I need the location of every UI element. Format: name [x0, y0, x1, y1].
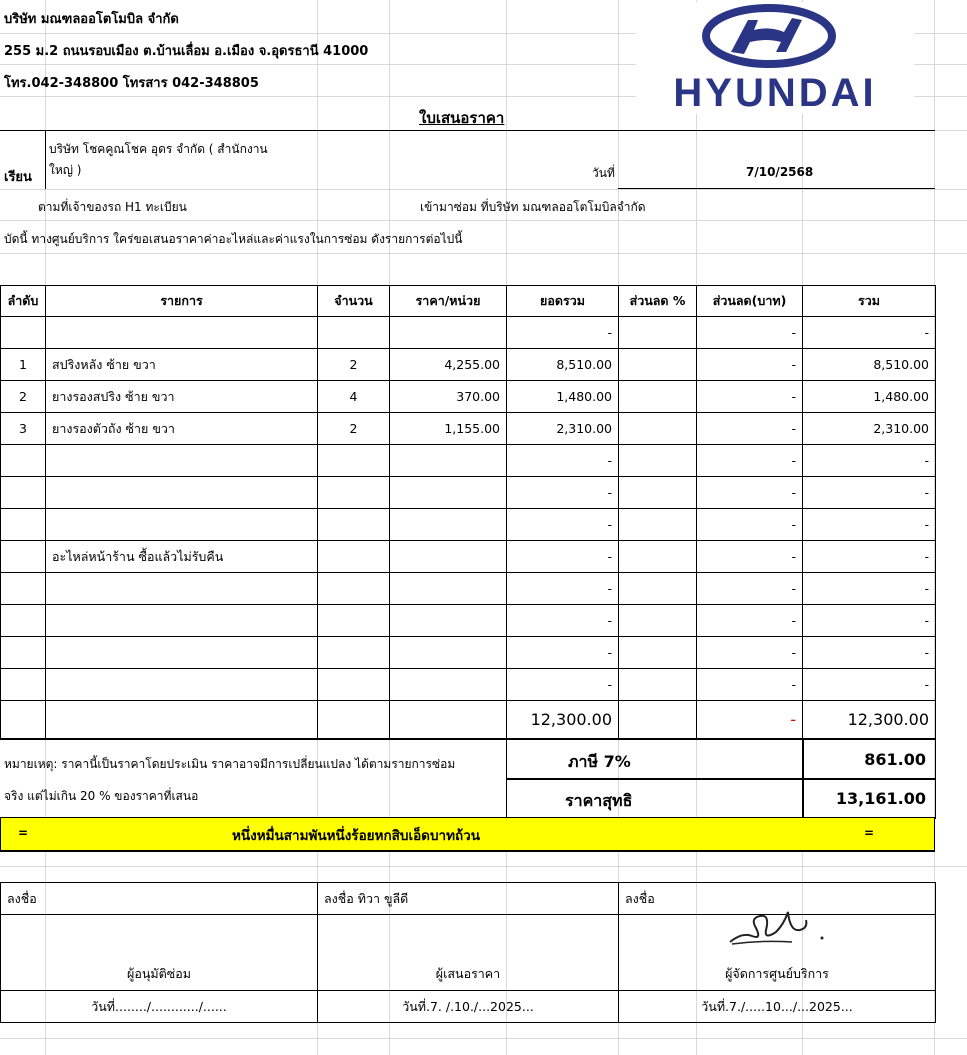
company-contact: โทร.042-348800 โทรสาร 042-348805: [4, 76, 259, 91]
cell-col-discount-pct: [619, 573, 697, 605]
cell-col-discount-baht: -: [697, 509, 803, 541]
table-row: [1, 605, 936, 637]
cell-col-description: [46, 669, 318, 701]
amount-words-text: หนึ่งหมื่นสามพันหนึ่งร้อยหกสิบเอ็ดบาทถ้วน: [232, 828, 480, 844]
cell-col-discount-baht: -: [697, 573, 803, 605]
cell-col-discount-pct: [619, 541, 697, 573]
cell-col-discount-baht: -: [697, 413, 803, 445]
net-label: ราคาสุทธิ: [565, 791, 633, 810]
role-quoter: ผู้เสนอราคา: [318, 915, 619, 991]
vat-value: 861.00: [864, 750, 926, 769]
date-value: 7/10/2568: [746, 165, 814, 179]
cell-col-total: -: [803, 637, 936, 669]
cell-col-amount: -: [507, 637, 619, 669]
cell-col-quantity: [318, 477, 390, 509]
cell-col-discount-baht: -: [697, 605, 803, 637]
cell-col-unit-price: [390, 669, 507, 701]
table-total-row: [1, 701, 936, 739]
cell-col-total: -: [803, 669, 936, 701]
sign-label-approver: ลงชื่อ: [1, 883, 318, 915]
table-row: [1, 349, 936, 381]
amount-right-eq: =: [864, 826, 875, 840]
cell-col-unit-price: [390, 541, 507, 573]
cell-col-description: สปริงหลัง ซ้าย ขวา: [46, 349, 318, 381]
total-empty-cell-5: [619, 701, 697, 739]
cell-col-discount-baht: -: [697, 669, 803, 701]
cell-col-unit-price: [390, 509, 507, 541]
table-row: [1, 573, 936, 605]
header-col-amount: ยอดรวม: [507, 286, 619, 317]
cell-col-amount: 1,480.00: [507, 381, 619, 413]
cell-col-discount-pct: [619, 381, 697, 413]
cell-col-discount-pct: [619, 637, 697, 669]
header-col-total: รวม: [803, 286, 936, 317]
header-col-unit-price: ราคา/หน่วย: [390, 286, 507, 317]
cell-col-discount-baht: -: [697, 381, 803, 413]
cell-col-amount: -: [507, 445, 619, 477]
hyundai-logo: [636, 2, 914, 114]
cell-col-discount-baht: -: [697, 541, 803, 573]
cell-col-total: 8,510.00: [803, 349, 936, 381]
cell-col-description: [46, 445, 318, 477]
cell-col-total: -: [803, 573, 936, 605]
cell-col-index: [1, 605, 46, 637]
cell-col-index: [1, 317, 46, 349]
cell-col-discount-pct: [619, 317, 697, 349]
document-title: ใบเสนอราคา: [419, 109, 505, 127]
cell-col-discount-baht: -: [697, 637, 803, 669]
cell-col-quantity: [318, 669, 390, 701]
cell-col-total: -: [803, 445, 936, 477]
cell-col-total: 1,480.00: [803, 381, 936, 413]
net-label-cell: [506, 778, 804, 819]
table-row: [1, 317, 936, 349]
cell-col-discount-pct: [619, 477, 697, 509]
sign-label-manager: ลงชื่อ: [619, 883, 936, 915]
cell-col-index: [1, 573, 46, 605]
cell-col-quantity: [318, 509, 390, 541]
cell-col-amount: -: [507, 541, 619, 573]
cell-col-discount-pct: [619, 445, 697, 477]
cell-col-amount: -: [507, 317, 619, 349]
cell-col-quantity: 2: [318, 413, 390, 445]
header-col-quantity: จำนวน: [318, 286, 390, 317]
date-label: วันที่: [592, 166, 615, 180]
cell-col-description: อะไหล่หน้าร้าน ซื้อแล้วไม่รับคืน: [46, 541, 318, 573]
cell-col-index: [1, 637, 46, 669]
cell-col-total: -: [803, 541, 936, 573]
cell-col-total: -: [803, 509, 936, 541]
cell-col-discount-pct: [619, 669, 697, 701]
total-discount: -: [697, 701, 803, 739]
cell-col-index: [1, 669, 46, 701]
cell-col-description: ยางรองสปริง ซ้าย ขวา: [46, 381, 318, 413]
items-table: [0, 285, 936, 739]
cell-col-amount: 2,310.00: [507, 413, 619, 445]
cell-col-quantity: 2: [318, 349, 390, 381]
cell-col-discount-baht: -: [697, 445, 803, 477]
recipient-name-line2: ใหญ่ ): [49, 163, 82, 177]
cell-col-amount: 8,510.00: [507, 349, 619, 381]
logo-wordmark: HYUNDAI: [673, 71, 877, 114]
header-col-discount-baht: ส่วนลด(บาท): [697, 286, 803, 317]
cell-col-description: [46, 477, 318, 509]
net-value: 13,161.00: [835, 789, 926, 808]
cell-col-quantity: [318, 605, 390, 637]
cell-col-discount-baht: -: [697, 317, 803, 349]
cell-col-index: [1, 509, 46, 541]
cell-col-amount: -: [507, 573, 619, 605]
date-approver: วันที่......../............/......: [1, 991, 318, 1023]
cell-col-discount-pct: [619, 605, 697, 637]
role-manager-label: ผู้จัดการศูนย์บริการ: [725, 966, 829, 981]
cell-col-unit-price: 370.00: [390, 381, 507, 413]
recipient-label: เรียน: [4, 170, 32, 185]
cell-col-description: [46, 637, 318, 669]
table-row: [1, 413, 936, 445]
cell-col-index: 3: [1, 413, 46, 445]
table-row: [1, 669, 936, 701]
cell-col-quantity: [318, 541, 390, 573]
cell-col-description: [46, 317, 318, 349]
total-amount: 12,300.00: [507, 701, 619, 739]
table-row: [1, 637, 936, 669]
cell-col-unit-price: [390, 637, 507, 669]
cell-col-index: 2: [1, 381, 46, 413]
cell-col-unit-price: [390, 477, 507, 509]
table-row: [1, 477, 936, 509]
table-row: [1, 541, 936, 573]
note-line1: หมายเหตุ: ราคานี้เป็นราคาโดยประเมิน ราคาอาจมีการเปลี่ยนแปลง ได้ตามรายการซ่อม: [4, 757, 456, 771]
cell-col-index: [1, 445, 46, 477]
cell-col-description: [46, 509, 318, 541]
cell-col-amount: -: [507, 509, 619, 541]
sign-label-quoter: ลงชื่อ ทิวา ขูลีดี: [318, 883, 619, 915]
cell-col-quantity: [318, 445, 390, 477]
cell-col-quantity: 4: [318, 381, 390, 413]
cell-col-unit-price: [390, 573, 507, 605]
table-row: [1, 381, 936, 413]
total-net: 12,300.00: [803, 701, 936, 739]
company-name: บริษัท มณฑลออโตโมบิล จำกัด: [4, 12, 179, 27]
header-col-index: ลำดับ: [1, 286, 46, 317]
cell-col-discount-pct: [619, 509, 697, 541]
vat-label: ภาษี 7%: [568, 752, 631, 771]
cell-col-index: 1: [1, 349, 46, 381]
intro-text: บัดนี้ ทางศูนย์บริการ ใคร่ขอเสนอราคาค่าอะไหล่และค่าแรงในการซ่อม ดังรายการต่อไปนี้: [4, 232, 463, 246]
cell-col-amount: -: [507, 477, 619, 509]
cell-col-description: [46, 605, 318, 637]
cell-col-unit-price: [390, 605, 507, 637]
cell-col-discount-baht: -: [697, 477, 803, 509]
cell-col-total: -: [803, 477, 936, 509]
cell-col-quantity: [318, 637, 390, 669]
cell-col-description: [46, 573, 318, 605]
table-row: [1, 509, 936, 541]
cell-col-total: -: [803, 317, 936, 349]
cell-col-amount: -: [507, 669, 619, 701]
date-quoter: วันที่.7. /.10./...2025...: [318, 991, 619, 1023]
cell-col-description: ยางรองตัวถัง ซ้าย ขวา: [46, 413, 318, 445]
cell-col-unit-price: 1,155.00: [390, 413, 507, 445]
cell-col-quantity: [318, 573, 390, 605]
total-empty-cell-0: [1, 701, 46, 739]
cell-col-discount-pct: [619, 413, 697, 445]
vat-label-cell: [506, 739, 804, 780]
cell-col-discount-baht: -: [697, 349, 803, 381]
cell-col-quantity: [318, 317, 390, 349]
total-empty-cell-2: [318, 701, 390, 739]
handwritten-signature: [722, 902, 832, 950]
cell-col-unit-price: 4,255.00: [390, 349, 507, 381]
cell-col-amount: -: [507, 605, 619, 637]
cell-col-unit-price: [390, 317, 507, 349]
note-line2: จริง แต่ไม่เกิน 20 % ของราคาที่เสนอ: [4, 789, 199, 803]
amount-left-eq: =: [18, 826, 29, 840]
cell-col-total: -: [803, 605, 936, 637]
table-header-row: [1, 286, 936, 317]
total-empty-cell-3: [390, 701, 507, 739]
role-approver: ผู้อนุมัติซ่อม: [1, 915, 318, 991]
cell-col-total: 2,310.00: [803, 413, 936, 445]
cell-col-discount-pct: [619, 349, 697, 381]
cell-col-index: [1, 477, 46, 509]
header-col-description: รายการ: [46, 286, 318, 317]
repair-text: เข้ามาซ่อม ที่บริษัท มณฑลออโตโมบิลจำกัด: [420, 200, 646, 214]
cell-col-index: [1, 541, 46, 573]
header-col-discount-pct: ส่วนลด %: [619, 286, 697, 317]
cell-col-unit-price: [390, 445, 507, 477]
recipient-name-line1: บริษัท โชคคูณโชค อุดร จำกัด ( สำนักงาน: [49, 142, 268, 156]
company-address: 255 ม.2 ถนนรอบเมือง ต.บ้านเลื่อม อ.เมือง จ.อุดรธานี 41000: [4, 44, 369, 59]
date-manager: วันที่.7./.....10.../...2025...: [619, 991, 936, 1023]
table-row: [1, 445, 936, 477]
vehicle-text: ตามที่เจ้าของรถ H1 ทะเบียน: [38, 200, 187, 214]
total-empty-cell-1: [46, 701, 318, 739]
